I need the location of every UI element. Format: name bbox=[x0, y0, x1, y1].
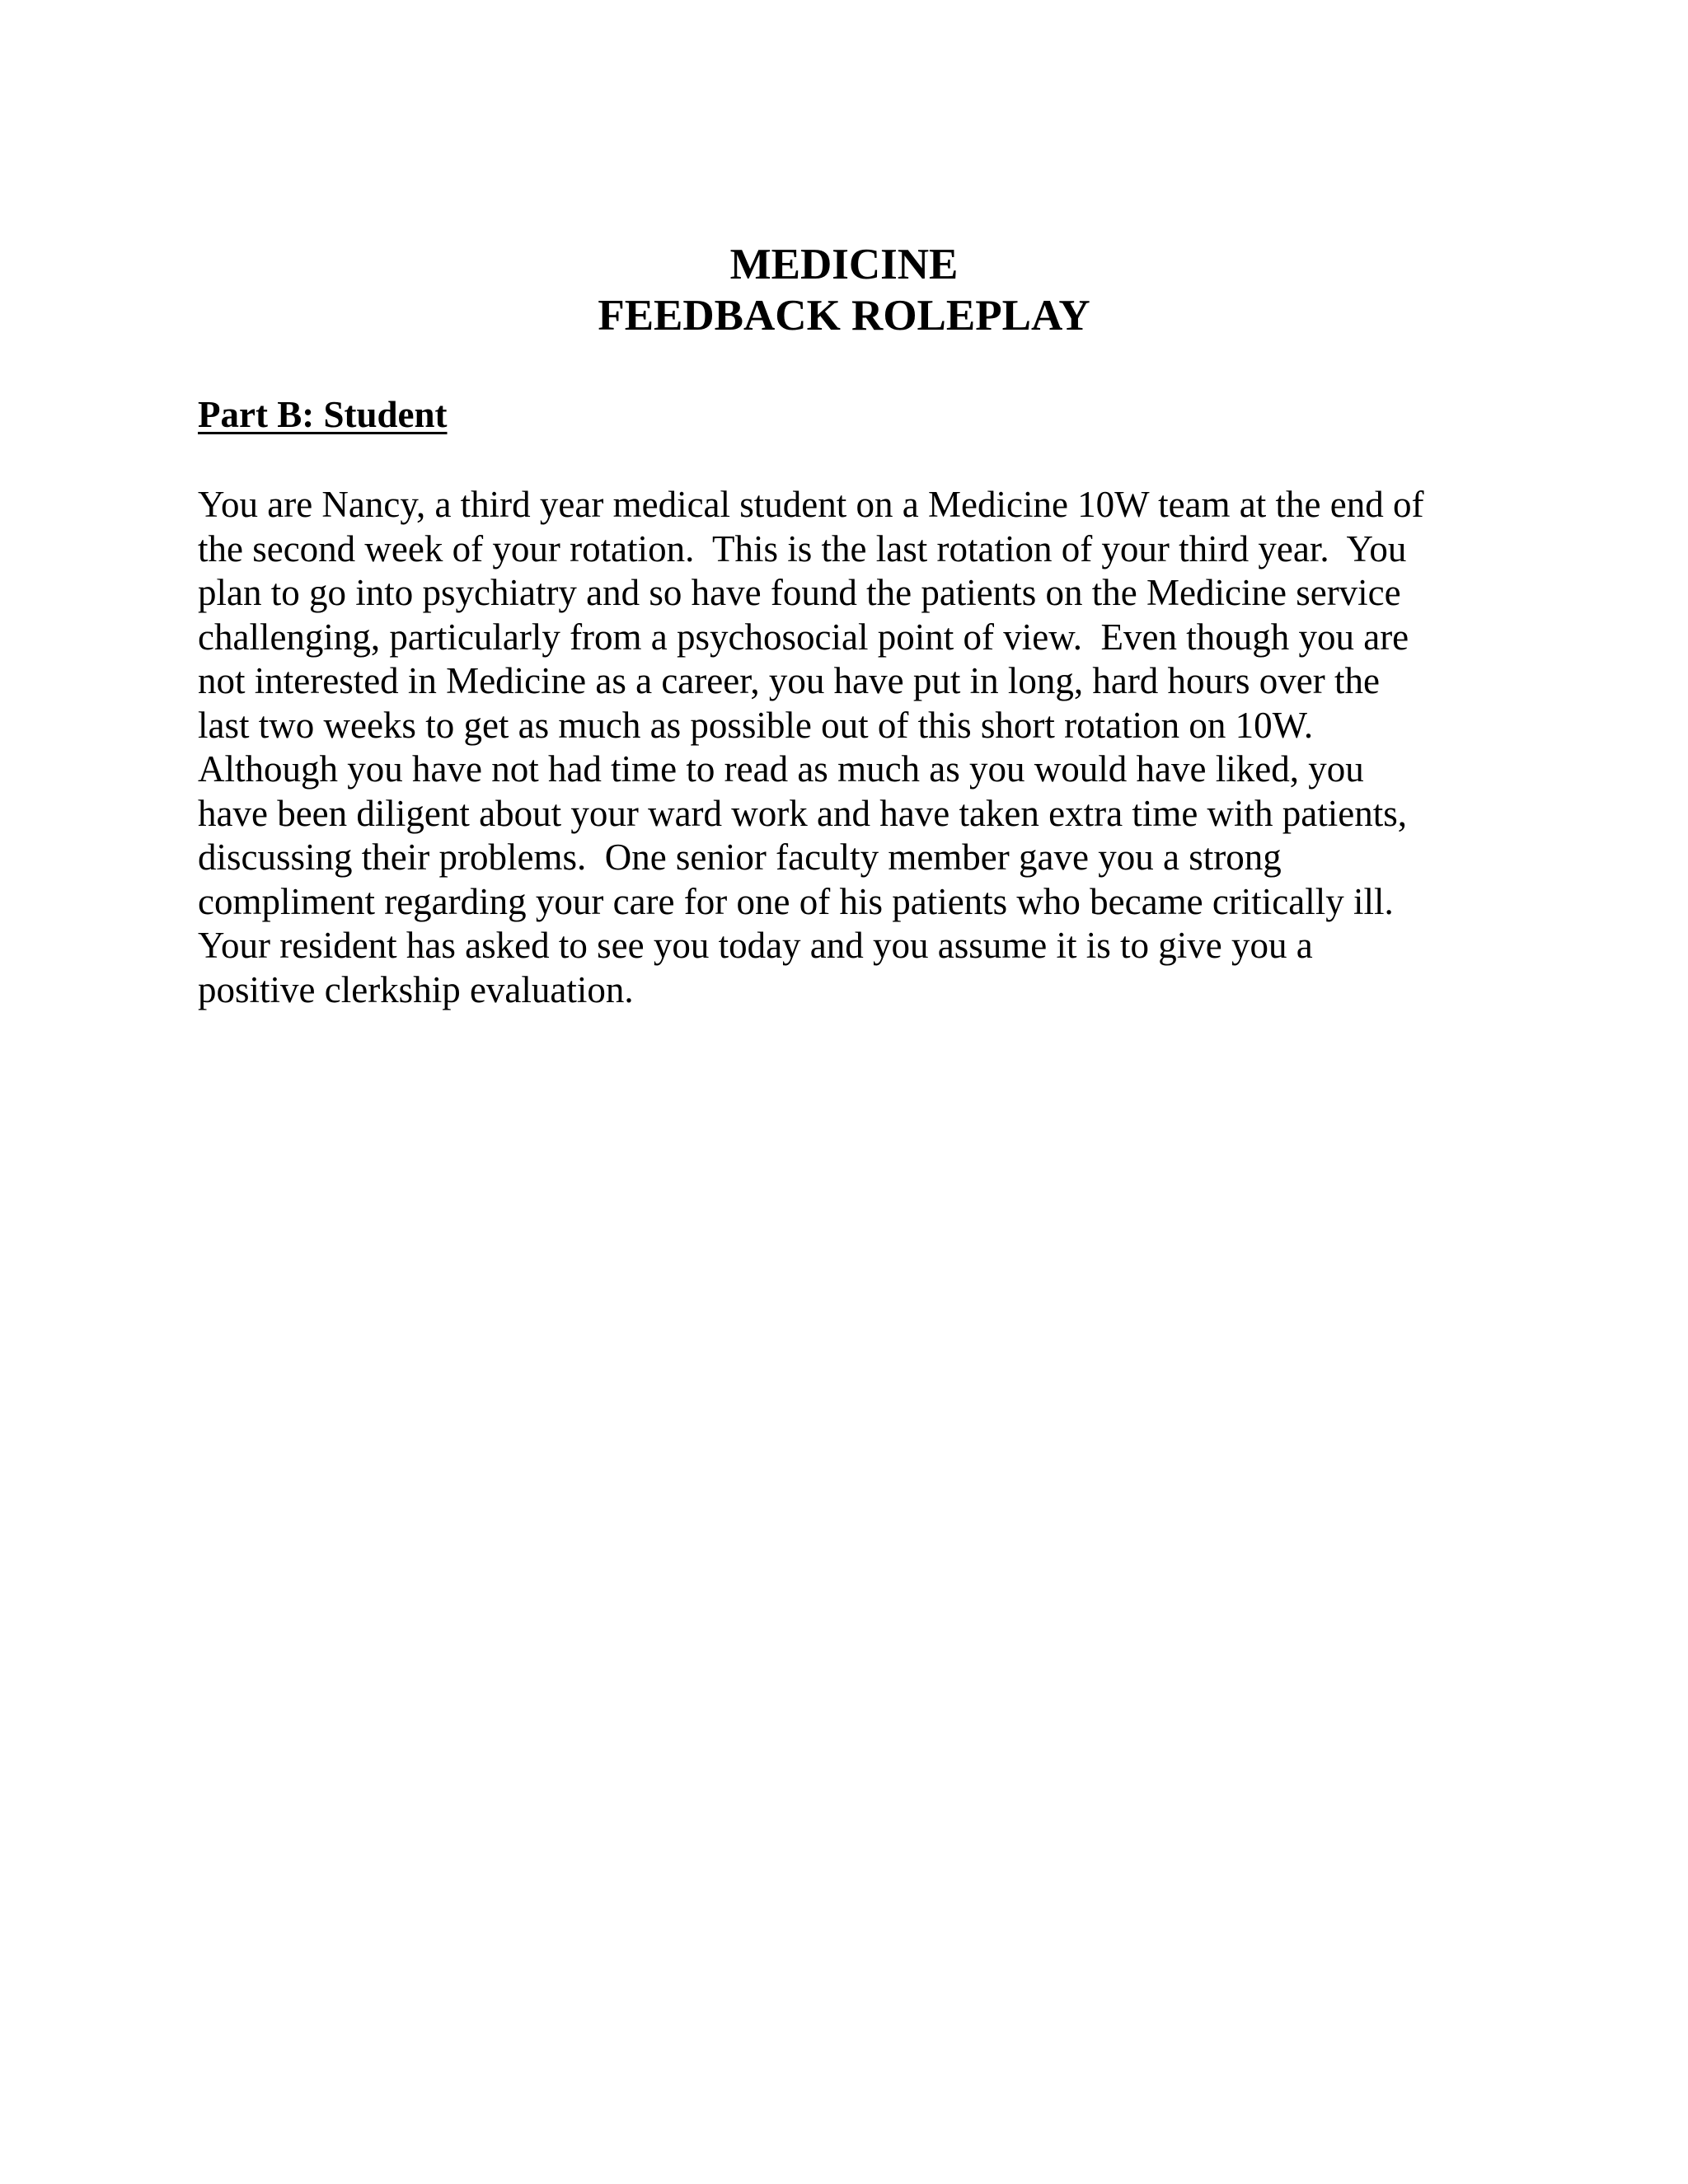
body-line: compliment regarding your care for one of his patients who became critically ill. bbox=[198, 880, 1394, 922]
section-heading: Part B: Student bbox=[198, 394, 448, 435]
body-line: last two weeks to get as much as possible out of this short rotation on 10W. bbox=[198, 704, 1314, 746]
title-line-2: FEEDBACK ROLEPLAY bbox=[598, 292, 1090, 340]
body-line: discussing their problems. One senior faculty member gave you a strong bbox=[198, 837, 1282, 878]
body-line: plan to go into psychiatry and so have found the patients on the Medicine service bbox=[198, 572, 1401, 613]
body-line: have been diligent about your ward work and have taken extra time with patients, bbox=[198, 792, 1408, 834]
body-line: Your resident has asked to see you today and you assume it is to give you a bbox=[198, 925, 1313, 966]
document-title bbox=[0, 239, 1688, 341]
body-line: positive clerkship evaluation. bbox=[198, 968, 634, 1010]
body-line: Although you have not had time to read as much as you would have liked, you bbox=[198, 748, 1364, 790]
body-line: challenging, particularly from a psychosocial point of view. Even though you are bbox=[198, 616, 1409, 658]
body-paragraph bbox=[198, 483, 1500, 1012]
body-line: the second week of your rotation. This is the last rotation of your third year. You bbox=[198, 527, 1407, 569]
title-line-1: MEDICINE bbox=[729, 241, 959, 288]
body-line: You are Nancy, a third year medical student on a Medicine 10W team at the end of bbox=[198, 484, 1424, 525]
body-line: not interested in Medicine as a career, you have put in long, hard hours over the bbox=[198, 660, 1380, 701]
